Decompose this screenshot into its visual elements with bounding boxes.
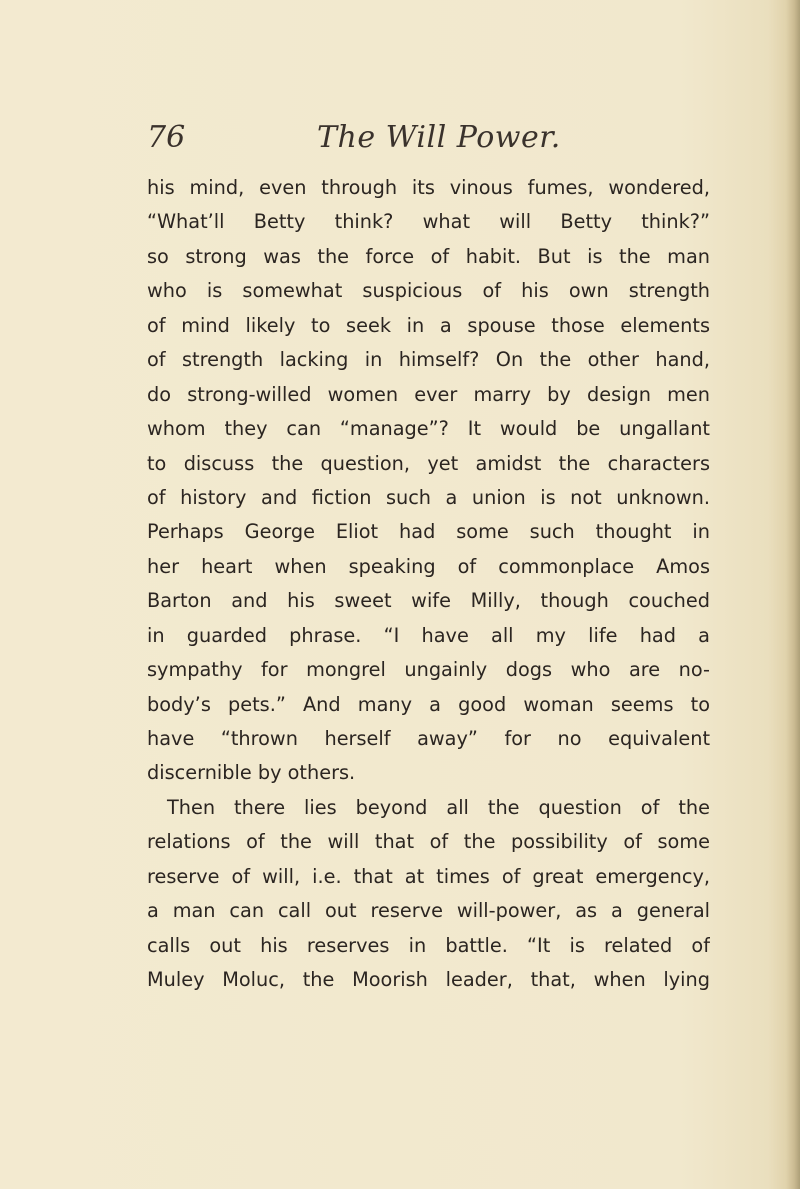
text-line: so strong was the force of habit. But is the man	[147, 244, 710, 268]
text-line: Barton and his sweet wife Milly, though couched	[147, 589, 710, 613]
body-text	[147, 171, 710, 998]
text-line: in guarded phrase. “I have all my life had a	[147, 623, 710, 647]
text-line: Muley Moluc, the Moorish leader, that, when lying	[147, 968, 710, 992]
page-header	[147, 120, 707, 160]
text-line: her heart when speaking of commonplace Amos	[147, 554, 710, 578]
text-line: calls out his reserves in battle. “It is related of	[147, 933, 710, 957]
text-line: his mind, even through its vinous fumes, wondered,	[147, 176, 710, 199]
text-line: body’s pets.” And many a good woman seems to	[147, 692, 710, 716]
page-edge-shadow	[786, 0, 800, 1189]
text-line: who is somewhat suspicious of his own strength	[147, 279, 710, 303]
text-line: have “thrown herself away” for no equivalent	[147, 727, 710, 750]
text-line: Then there lies beyond all the question of the	[167, 795, 710, 819]
text-line: to discuss the question, yet amidst the characters	[147, 451, 710, 475]
text-line: of mind likely to seek in a spouse those elements	[147, 313, 710, 337]
text-line: sympathy for mongrel ungainly dogs who are no-	[147, 658, 710, 682]
text-line: reserve of will, i.e. that at times of great emergency,	[147, 864, 710, 888]
text-line: a man can call out reserve will-power, as a general	[147, 899, 710, 923]
text-line: relations of the will that of the possibility of some	[147, 830, 710, 854]
text-line: whom they can “manage”? It would be ungallant	[147, 417, 710, 441]
text-line: of history and fiction such a union is not unknown.	[147, 485, 710, 509]
text-line: discernible by others.	[147, 761, 356, 785]
page-number: 76	[147, 120, 186, 155]
running-head: The Will Power.	[317, 120, 561, 155]
text-line: Perhaps George Eliot had some such thought in	[147, 520, 710, 544]
text-line: of strength lacking in himself? On the other hand,	[147, 348, 710, 372]
text-line: “What’ll Betty think? what will Betty think?”	[147, 210, 710, 234]
text-line: do strong-willed women ever marry by design men	[147, 382, 710, 406]
